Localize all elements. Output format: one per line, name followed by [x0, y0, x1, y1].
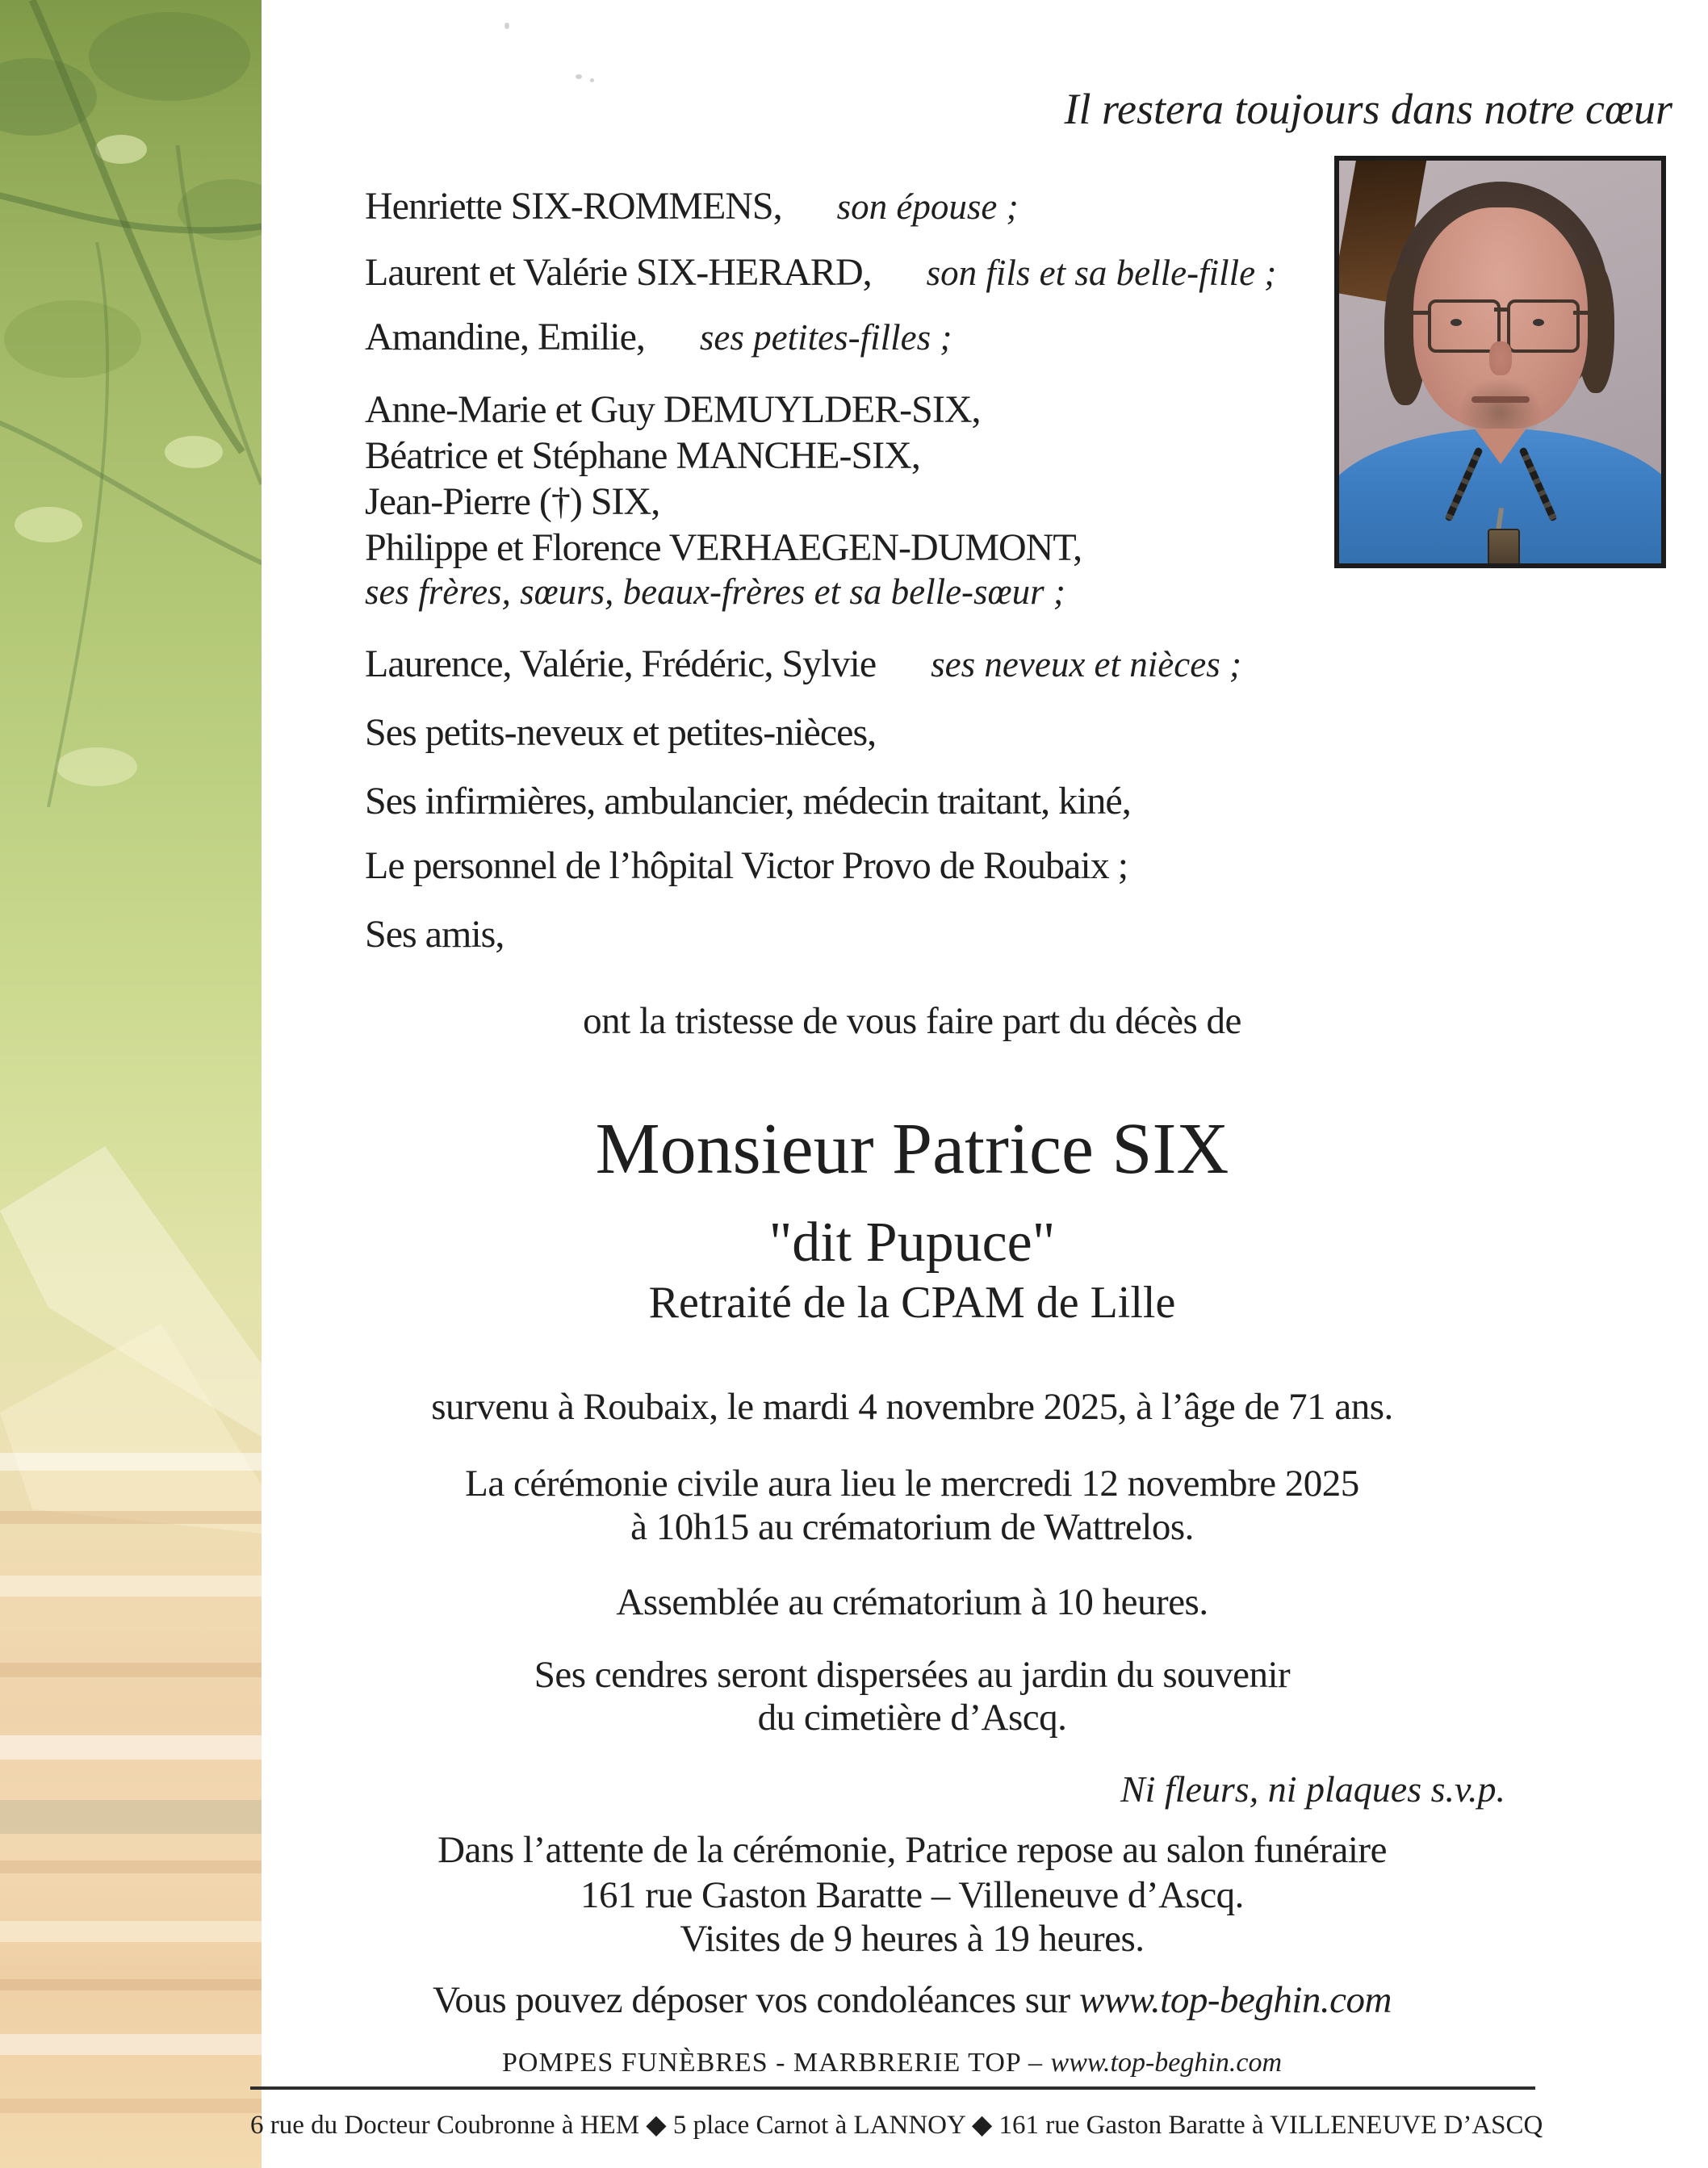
condolences-website: www.top-beghin.com	[1078, 1979, 1392, 2021]
funeral-home-name: POMPES FUNÈBRES - MARBRERIE TOP	[502, 2048, 1021, 2078]
forest-path-photo-strip	[0, 0, 262, 2168]
ceremony-line-2: à 10h15 au crématorium de Wattrelos.	[630, 1506, 1194, 1548]
portrait-eye-right	[1533, 319, 1544, 326]
family-names: Ses infirmières, ambulancier, médecin traitant, kiné,	[365, 780, 1131, 822]
glasses-lens-left	[1428, 299, 1501, 353]
forest-path-artwork	[0, 0, 262, 2168]
family-names: Laurent et Valérie SIX-HERARD,	[365, 251, 872, 294]
family-line	[365, 387, 981, 432]
family-line	[365, 912, 504, 956]
assembly-line: Assemblée au crématorium à 10 heures.	[616, 1581, 1208, 1623]
scan-speck	[590, 78, 594, 82]
funeral-home-line	[250, 2048, 1534, 2078]
footer-dash: –	[1020, 2048, 1051, 2078]
family-relation: son fils et sa belle-fille ;	[926, 253, 1277, 293]
portrait-mouth	[1471, 396, 1530, 403]
family-names: Ses amis,	[365, 913, 504, 956]
deceased-name: Monsieur Patrice SIX	[595, 1109, 1229, 1189]
repose-line-1: Dans l’attente de la cérémonie, Patrice repose au salon funéraire	[437, 1829, 1387, 1871]
family-names: Philippe et Florence VERHAEGEN-DUMONT,	[365, 526, 1082, 569]
family-line	[365, 525, 1082, 570]
family-names: Jean-Pierre (†) SIX,	[365, 480, 660, 523]
family-line	[365, 843, 1128, 888]
family-relation: son épouse ;	[836, 186, 1019, 227]
family-names: Amandine, Emilie,	[365, 316, 645, 358]
ashes-line-2: du cimetière d’Ascq.	[757, 1697, 1067, 1739]
portrait-photo	[1334, 156, 1666, 568]
family-names: Anne-Marie et Guy DEMUYLDER-SIX,	[365, 388, 981, 431]
family-line	[365, 184, 1019, 228]
glasses-bridge	[1494, 308, 1507, 312]
scan-speck	[576, 74, 582, 79]
family-line	[365, 315, 952, 359]
family-line	[365, 642, 1241, 686]
family-line	[365, 433, 920, 478]
no-flowers-note: Ni fleurs, ni plaques s.v.p.	[1120, 1768, 1505, 1810]
condolences-line	[262, 1978, 1562, 2022]
scan-speck	[504, 23, 509, 29]
condolences-text: Vous pouvez déposer vos condoléances sur	[433, 1979, 1079, 2021]
family-line	[365, 479, 659, 524]
ashes-line-1: Ses cendres seront dispersées au jardin du souvenir	[534, 1654, 1291, 1696]
deceased-nickname: "dit Pupuce"	[768, 1212, 1056, 1274]
portrait-eye-left	[1451, 319, 1462, 326]
portrait-nose	[1489, 341, 1512, 375]
glasses-temple-left	[1410, 311, 1428, 315]
ceremony-line-1: La cérémonie civile aura lieu le mercredi 12 novembre 2025	[465, 1463, 1359, 1505]
memorial-quote: Il restera toujours dans notre cœur	[1064, 85, 1672, 133]
family-line	[365, 250, 1276, 295]
glasses-lens-right	[1507, 299, 1580, 353]
family-names: Béatrice et Stéphane MANCHE-SIX,	[365, 434, 920, 477]
footer-addresses: 6 rue du Docteur Coubronne à HEM ◆ 5 place Carnot à LANNOY ◆ 161 rue Gaston Baratte à VILLENEUVE D’ASCQ	[250, 2111, 1543, 2140]
intro-line: ont la tristesse de vous faire part du décès de	[583, 1000, 1241, 1042]
visits-line: Visites de 9 heures à 19 heures.	[680, 1918, 1145, 1960]
death-line: survenu à Roubaix, le mardi 4 novembre 2025, à l’âge de 71 ans.	[431, 1386, 1393, 1428]
family-relation: ses neveux et nièces ;	[931, 644, 1241, 684]
family-relation-line: ses frères, sœurs, beaux-frères et sa belle-sœur ;	[365, 571, 1065, 612]
necklace-pendant	[1488, 529, 1520, 568]
family-line	[365, 710, 876, 755]
family-line	[365, 779, 1131, 823]
funeral-home-website: www.top-beghin.com	[1050, 2048, 1282, 2078]
family-relation: ses petites-filles ;	[699, 317, 952, 358]
family-names: Le personnel de l’hôpital Victor Provo de Roubaix ;	[365, 844, 1128, 887]
family-names: Henriette SIX-ROMMENS,	[365, 185, 782, 228]
repose-line-2: 161 rue Gaston Baratte – Villeneuve d’Ascq.	[580, 1874, 1244, 1916]
family-names: Laurence, Valérie, Frédéric, Sylvie	[365, 642, 877, 685]
footer-divider	[250, 2086, 1535, 2090]
deceased-title: Retraité de la CPAM de Lille	[648, 1278, 1176, 1328]
family-names: Ses petits-neveux et petites-nièces,	[365, 711, 877, 754]
